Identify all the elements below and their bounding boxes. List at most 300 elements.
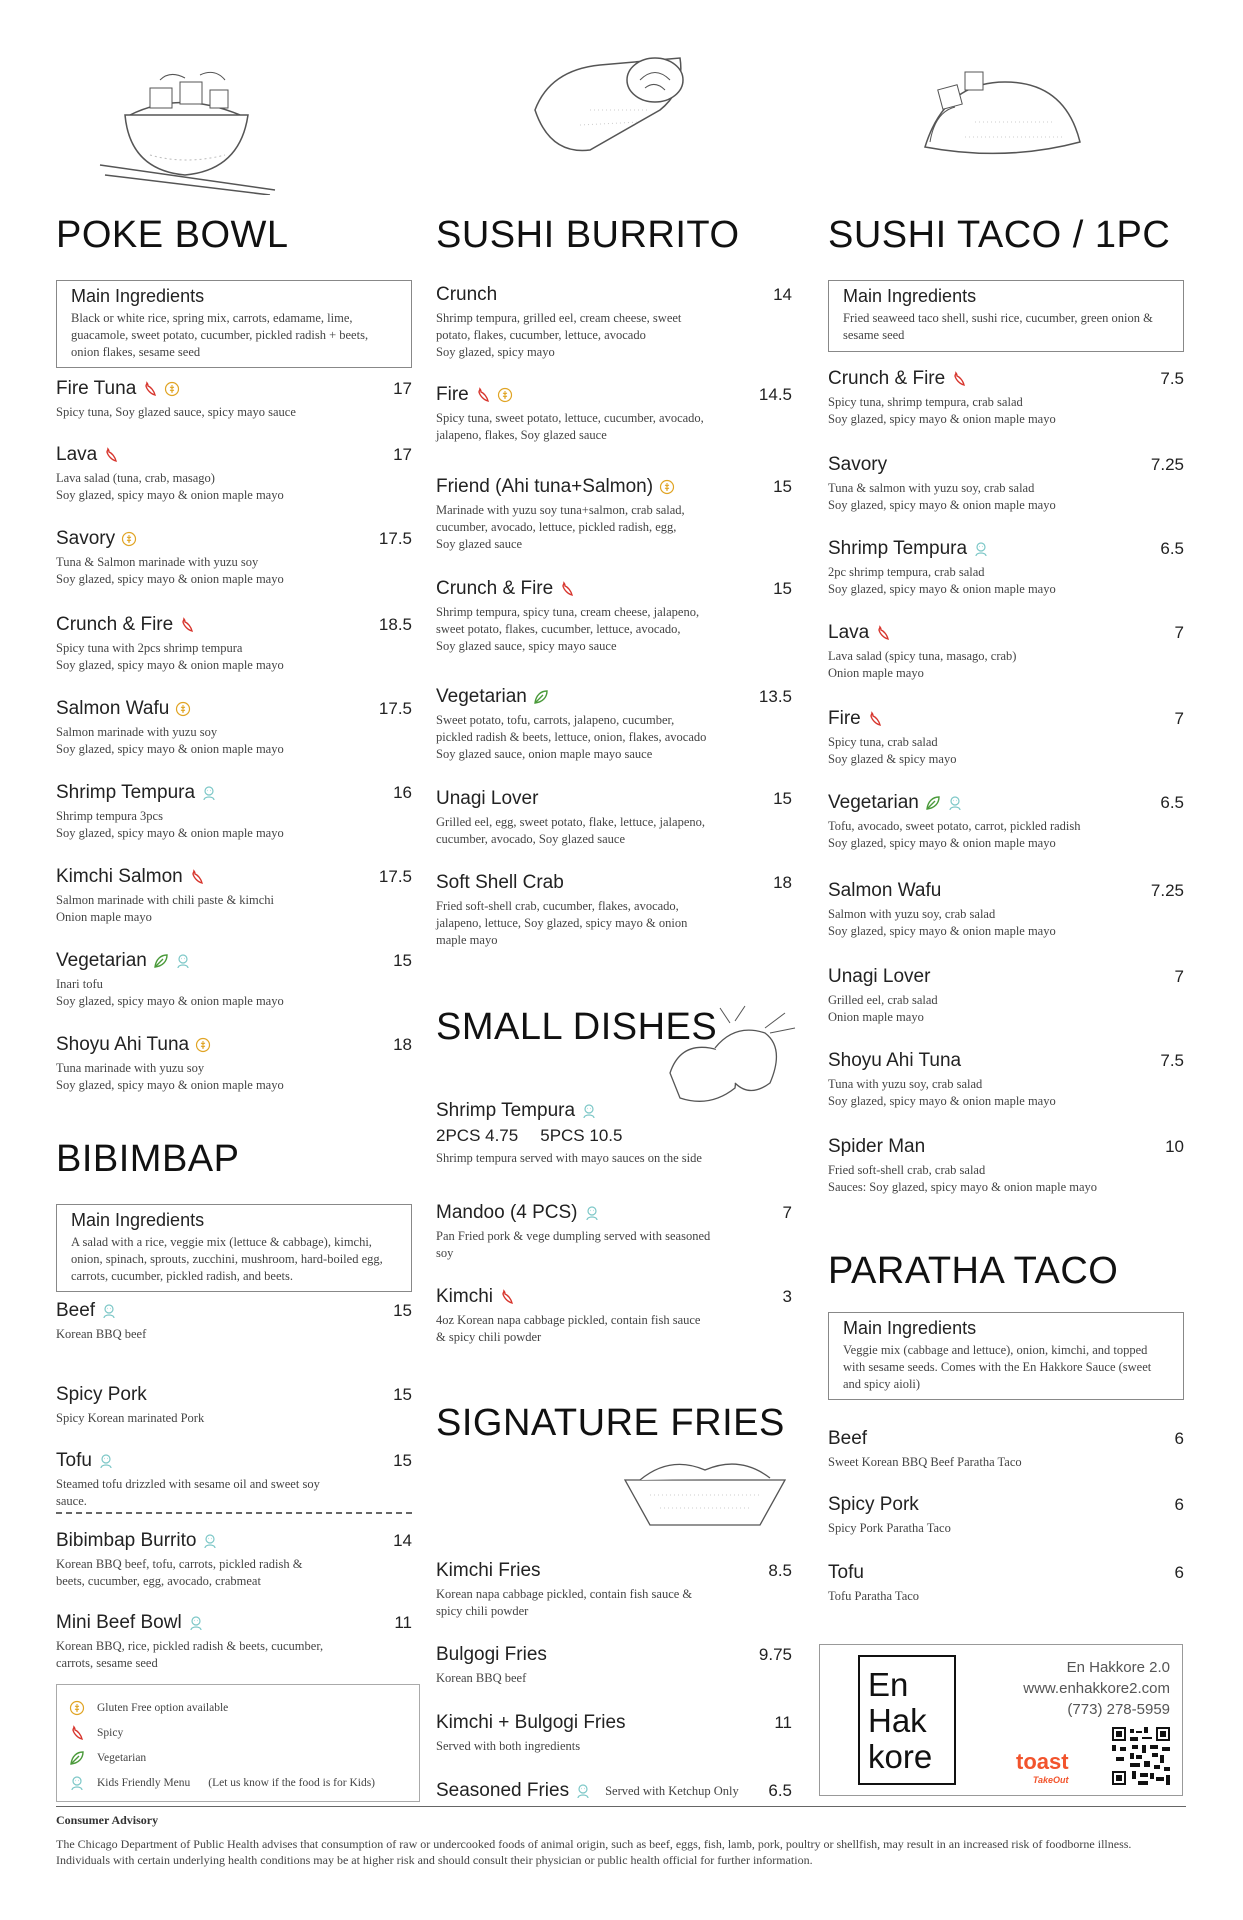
item-name: Savory (56, 528, 116, 549)
item-description: Salmon marinade with yuzu soy (56, 725, 218, 739)
menu-item (56, 528, 412, 588)
item-price: 6.5 (1160, 539, 1184, 558)
legend-spicy: Spicy (69, 1720, 407, 1745)
item-name-row (56, 444, 119, 466)
menu-item (56, 782, 412, 842)
item-price: 7 (1174, 967, 1184, 986)
item-description: & spicy chili powder (436, 1330, 542, 1344)
bibimbap-main-ingredients-box (56, 1204, 412, 1292)
item-description: Spicy tuna, shrimp tempura, crab salad (828, 395, 1023, 409)
item-description: jalapeno, lettuce, Soy glazed, spicy mayo & onion (436, 916, 688, 930)
leaf-icon (533, 689, 549, 705)
item-description: Fried soft-shell crab, cucumber, flakes, avocado, (436, 899, 679, 913)
item-price: 17 (393, 379, 412, 398)
item-description: Soy glazed sauce (436, 537, 523, 551)
menu-item (436, 384, 792, 444)
item-price: 17.5 (378, 699, 412, 718)
item-description: Salmon marinade with chili paste & kimchi (56, 893, 275, 907)
item-name-row (828, 1050, 961, 1072)
item-description: Soy glazed, spicy mayo & onion maple mayo (56, 658, 284, 672)
item-price: 7.25 (1150, 881, 1184, 900)
item-description: Korean BBQ beef (56, 1327, 147, 1341)
item-description: cucumber, avocado, Soy glazed sauce (436, 832, 626, 846)
gluten-free-icon (69, 1700, 85, 1716)
item-name: Vegetarian (436, 686, 527, 707)
portion-prices: 2PCS 4.75 5PCS 10.5 (436, 1126, 623, 1145)
item-description: Onion maple mayo (56, 910, 152, 924)
item-price: 7 (1174, 623, 1184, 642)
item-description: 2pc shrimp tempura, crab salad (828, 565, 985, 579)
item-name-row (56, 1612, 204, 1634)
item-name-row (56, 1034, 211, 1056)
item-name-row (828, 880, 941, 902)
menu-item (56, 866, 412, 926)
item-name-row (828, 792, 963, 814)
item-note: Served with Ketchup Only (605, 1783, 739, 1798)
box-text: Veggie mix (cabbage and lettuce), onion, kimchi, and topped with sesame seeds. Comes with the En Hakkore Sauce (sweet and spicy aioli) (843, 1343, 1152, 1391)
kids-face-icon (973, 541, 989, 557)
item-description: Soy glazed, spicy mayo (436, 345, 555, 359)
item-description: Spicy tuna with 2pcs shrimp tempura (56, 641, 243, 655)
icon-legend (56, 1684, 420, 1802)
leaf-icon (153, 953, 169, 969)
logo: En Hak kore (858, 1655, 956, 1785)
item-description: Sweet potato, tofu, carrots, jalapeno, cucumber, (436, 713, 675, 727)
item-name: Shoyu Ahi Tuna (56, 1034, 190, 1055)
item-price: 18.5 (378, 615, 412, 634)
item-name: Spicy Pork (56, 1384, 147, 1405)
item-name: Unagi Lover (436, 788, 539, 809)
item-description: Lava salad (spicy tuna, masago, crab) (828, 649, 1017, 663)
item-price: 6 (1174, 1563, 1184, 1582)
item-description: maple mayo (436, 933, 498, 947)
item-name: Kimchi (436, 1286, 494, 1307)
sushi-taco-illustration (915, 52, 1090, 182)
item-name-row (56, 1384, 147, 1406)
kids-face-icon (947, 795, 963, 811)
item-name: Bibimbap Burrito (56, 1530, 197, 1551)
item-name: Mandoo (4 PCS) (436, 1202, 578, 1223)
kids-face-icon (101, 1303, 117, 1319)
item-description: Fried soft-shell crab, crab salad (828, 1163, 986, 1177)
item-name: Unagi Lover (828, 966, 931, 987)
menu-item (436, 1560, 792, 1620)
item-name-row (56, 378, 180, 400)
item-description: Spicy tuna, Soy glazed sauce, spicy mayo sauce (56, 405, 296, 419)
item-name: Fire (436, 384, 469, 405)
item-price: 15 (393, 1451, 412, 1470)
item-description: Soy glazed sauce, onion maple mayo sauce (436, 747, 653, 761)
menu-item (436, 578, 792, 655)
item-price: 15 (773, 579, 792, 598)
item-description: Marinade with yuzu soy tuna+salmon, crab salad, (436, 503, 685, 517)
item-description: Tofu, avocado, sweet potato, carrot, pickled radish (828, 819, 1081, 833)
leaf-icon (69, 1750, 85, 1766)
item-name-row (56, 782, 217, 804)
item-price: 9.75 (758, 1645, 792, 1664)
item-name-row (828, 454, 887, 476)
item-price: 11 (394, 1613, 412, 1632)
bibimbap-title: BIBIMBAP (56, 1138, 240, 1180)
menu-item (828, 708, 1184, 768)
item-price: 13.5 (758, 687, 792, 706)
item-name-row (436, 1780, 739, 1802)
item-name: Kimchi + Bulgogi Fries (436, 1712, 626, 1733)
item-name: Savory (828, 454, 888, 475)
item-name: Kimchi Fries (436, 1560, 541, 1581)
item-description: Soy glazed, spicy mayo & onion maple mayo (828, 582, 1056, 596)
menu-item (436, 1286, 792, 1346)
item-description: Tuna & salmon with yuzu soy, crab salad (828, 481, 1035, 495)
item-name: Crunch & Fire (56, 614, 174, 635)
website-link[interactable]: www.enhakkore2.com (1023, 1680, 1170, 1697)
menu-item (828, 1428, 1184, 1471)
legend-veg: Vegetarian (69, 1745, 407, 1770)
item-price: 7 (1174, 709, 1184, 728)
chili-pepper-icon (475, 387, 491, 403)
item-name: Salmon Wafu (56, 698, 170, 719)
item-description: Inari tofu (56, 977, 103, 991)
menu-item (436, 788, 792, 848)
menu-item (436, 1644, 792, 1687)
menu-item (828, 622, 1184, 682)
item-description: Tofu Paratha Taco (828, 1589, 920, 1603)
box-text: Fried seaweed taco shell, sushi rice, cucumber, green onion & sesame seed (843, 311, 1153, 342)
item-description: carrots, sesame seed (56, 1656, 158, 1670)
kids-face-icon (581, 1103, 597, 1119)
box-heading: Main Ingredients (843, 286, 977, 306)
consumer-advisory (56, 1806, 1186, 1868)
item-name: Bulgogi Fries (436, 1644, 547, 1665)
item-price: 14.5 (758, 385, 792, 404)
menu-item (436, 872, 792, 949)
item-description: Korean BBQ beef, tofu, carrots, pickled radish & (56, 1557, 303, 1571)
item-name: Tofu (56, 1450, 92, 1471)
item-description: Shrimp tempura served with mayo sauces on the side (436, 1151, 702, 1165)
item-price: 15 (393, 1385, 412, 1404)
item-price: 17.5 (378, 529, 412, 548)
item-name-row (436, 284, 497, 306)
item-name: Crunch (436, 284, 498, 305)
item-name: Shrimp Tempura (828, 538, 968, 559)
signature-fries-title: SIGNATURE FRIES (436, 1402, 785, 1444)
kids-face-icon (202, 1533, 218, 1549)
item-name-row (828, 368, 967, 390)
menu-item (828, 1136, 1184, 1196)
chili-pepper-icon (142, 381, 158, 397)
box-heading: Main Ingredients (843, 1318, 977, 1338)
item-name-row (828, 622, 891, 644)
item-description: Soy glazed, spicy mayo & onion maple mayo (828, 924, 1056, 938)
item-description: Served with both ingredients (436, 1739, 581, 1753)
item-name-row (828, 1562, 864, 1584)
item-description: Sauces: Soy glazed, spicy mayo & onion maple mayo (828, 1180, 1098, 1194)
item-price: 18 (393, 1035, 412, 1054)
menu-item (828, 1494, 1184, 1537)
item-name-row (56, 1530, 218, 1552)
taco-main-ingredients-box (828, 280, 1184, 352)
menu-item (56, 1530, 412, 1590)
menu-item (436, 284, 792, 361)
menu-item (828, 966, 1184, 1026)
sushi-burrito-illustration (530, 50, 690, 160)
item-name: Kimchi Salmon (56, 866, 183, 887)
menu-item (436, 1100, 792, 1167)
gluten-free-icon (164, 381, 180, 397)
phone-number[interactable]: (773) 278-5959 (1067, 1701, 1170, 1718)
item-name: Beef (56, 1300, 96, 1321)
menu-item (436, 686, 792, 763)
poke-bowl-title: POKE BOWL (56, 214, 289, 256)
item-description: spicy chili powder (436, 1604, 529, 1618)
menu-item (828, 538, 1184, 598)
item-description: cucumber, avocado, lettuce, pickled radish, egg, (436, 520, 677, 534)
small-dishes-title: SMALL DISHES (436, 1006, 718, 1048)
menu-item (828, 792, 1184, 852)
item-price: 7.5 (1160, 1051, 1184, 1070)
item-name-row (828, 538, 989, 560)
item-name-row (436, 1202, 600, 1224)
item-price: 15 (393, 1301, 412, 1320)
item-name: Fire Tuna (56, 378, 137, 399)
fries-illustration (620, 1450, 790, 1535)
item-name-row (436, 1100, 597, 1122)
item-name: Mini Beef Bowl (56, 1612, 182, 1633)
item-name-row (436, 1560, 541, 1582)
item-name: Shrimp Tempura (56, 782, 196, 803)
menu-item (56, 378, 412, 421)
item-price: 14 (393, 1531, 412, 1550)
item-description: Soy glazed, spicy mayo & onion maple mayo (828, 1094, 1056, 1108)
menu-item (436, 1202, 792, 1262)
toast-logo: toast TakeOut (1016, 1749, 1069, 1785)
menu-item (436, 1780, 792, 1802)
menu-item (56, 1300, 412, 1343)
item-description: Tuna marinade with yuzu soy (56, 1061, 205, 1075)
item-description: Korean BBQ beef (436, 1671, 527, 1685)
poke-main-ingredients-box (56, 280, 412, 368)
restaurant-name: En Hakkore 2.0 (1066, 1659, 1170, 1676)
sushi-taco-title: SUSHI TACO / 1PC (828, 214, 1171, 256)
item-description: Soy glazed, spicy mayo & onion maple mayo (56, 572, 284, 586)
item-name: Tofu (828, 1562, 864, 1583)
chili-pepper-icon (69, 1725, 85, 1741)
kids-face-icon (175, 953, 191, 969)
item-price: 18 (773, 873, 792, 892)
item-name-row (828, 1136, 925, 1158)
item-price: 10 (1165, 1137, 1184, 1156)
item-description: Soy glazed, spicy mayo & onion maple mayo (56, 742, 284, 756)
item-description: Spicy Pork Paratha Taco (828, 1521, 951, 1535)
menu-item (56, 1384, 412, 1427)
item-description: Pan Fried pork & vege dumpling served with seasoned (436, 1229, 711, 1243)
item-name-row (56, 950, 191, 972)
item-price: 17 (393, 445, 412, 464)
kids-face-icon (98, 1453, 114, 1469)
menu-item (828, 454, 1184, 514)
item-name-row (436, 872, 564, 894)
gluten-free-icon (175, 701, 191, 717)
box-text: A salad with a rice, veggie mix (lettuce & cabbage), kimchi, onion, spinach, sprouts, zucchini, mushroom, hard-boiled egg, carrots, cucumber, pickled radish, and beets. (71, 1235, 383, 1283)
item-name-row (828, 966, 930, 988)
item-price: 6.5 (768, 1781, 792, 1800)
advisory-heading: Consumer Advisory (56, 1813, 159, 1827)
item-description: Spicy tuna, sweet potato, lettuce, cucumber, avocado, (436, 411, 704, 425)
menu-item (56, 1034, 412, 1094)
item-description: Onion maple mayo (828, 666, 924, 680)
item-description: Soy glazed, spicy mayo & onion maple mayo (56, 1078, 284, 1092)
item-price: 11 (774, 1713, 792, 1732)
item-description: Soy glazed sauce, spicy mayo sauce (436, 639, 617, 653)
item-price: 17.5 (378, 867, 412, 886)
item-price: 6 (1174, 1429, 1184, 1448)
item-price: 16 (393, 783, 412, 802)
item-description: Spicy Korean marinated Pork (56, 1411, 205, 1425)
item-description: sweet potato, flakes, cucumber, lettuce, avocado, (436, 622, 681, 636)
chili-pepper-icon (559, 581, 575, 597)
item-name-row (56, 1300, 117, 1322)
item-name-row (828, 1494, 919, 1516)
item-price: 15 (393, 951, 412, 970)
item-name: Crunch & Fire (828, 368, 946, 389)
sushi-burrito-title: SUSHI BURRITO (436, 214, 740, 256)
menu-item (436, 476, 792, 553)
divider (56, 1512, 412, 1514)
item-name: Lava (56, 444, 98, 465)
box-heading: Main Ingredients (71, 1210, 205, 1230)
item-name-row (436, 1712, 626, 1734)
item-description: Tuna with yuzu soy, crab salad (828, 1077, 983, 1091)
item-name: Soft Shell Crab (436, 872, 564, 893)
item-description: Soy glazed, spicy mayo & onion maple mayo (828, 836, 1056, 850)
item-name-row (436, 384, 513, 406)
item-description: Soy glazed, spicy mayo & onion maple mayo (56, 488, 284, 502)
kids-face-icon (584, 1205, 600, 1221)
item-price: 6 (1174, 1495, 1184, 1514)
item-description: Korean BBQ, rice, pickled radish & beets, cucumber, (56, 1639, 324, 1653)
paratha-taco-title: PARATHA TACO (828, 1250, 1119, 1292)
menu-item (828, 368, 1184, 428)
menu-item (56, 1612, 412, 1672)
item-description: Shrimp tempura 3pcs (56, 809, 163, 823)
item-description: Shrimp tempura, grilled eel, cream cheese, sweet (436, 311, 682, 325)
item-name: Shoyu Ahi Tuna (828, 1050, 962, 1071)
poke-bowl-illustration (90, 60, 280, 195)
gluten-free-icon (121, 531, 137, 547)
chili-pepper-icon (103, 447, 119, 463)
item-name: Fire (828, 708, 861, 729)
item-name: Friend (Ahi tuna+Salmon) (436, 476, 654, 497)
menu-item (56, 950, 412, 1010)
item-price: 15 (773, 789, 792, 808)
chili-pepper-icon (867, 711, 883, 727)
brand-box (819, 1644, 1183, 1796)
item-name-row (436, 686, 549, 708)
advisory-text: The Chicago Department of Public Health advises that consumption of raw or undercooked foods of animal origin, such as beef, eggs, fish, lamb, pork, poultry or shellfish, may result in an increased risk of foodborne illness. Individuals with certain underlying health conditions may be at higher risk and should consult their physician or public health official for further information. (56, 1837, 1132, 1867)
chili-pepper-icon (499, 1289, 515, 1305)
item-price: 6.5 (1160, 793, 1184, 812)
chili-pepper-icon (951, 371, 967, 387)
menu-item (56, 1450, 412, 1510)
gluten-free-icon (659, 479, 675, 495)
item-price: 3 (782, 1287, 792, 1306)
item-name: Lava (828, 622, 870, 643)
kids-face-icon (575, 1783, 591, 1799)
item-price: 7.25 (1150, 455, 1184, 474)
item-description: 4oz Korean napa cabbage pickled, contain fish sauce (436, 1313, 701, 1327)
legend-kids: Kids Friendly Menu (Let us know if the food is for Kids) (69, 1770, 407, 1795)
chili-pepper-icon (875, 625, 891, 641)
item-description: Spicy tuna, crab salad (828, 735, 938, 749)
item-name: Salmon Wafu (828, 880, 942, 901)
item-name-row (56, 1450, 114, 1472)
item-name-row (436, 578, 575, 600)
item-name-row (56, 528, 137, 550)
menu-item (828, 1562, 1184, 1605)
item-price: 14 (773, 285, 792, 304)
menu-item (56, 614, 412, 674)
item-description: Sweet Korean BBQ Beef Paratha Taco (828, 1455, 1022, 1469)
item-name: Seasoned Fries (436, 1780, 570, 1801)
gluten-free-icon (497, 387, 513, 403)
item-name: Vegetarian (828, 792, 919, 813)
item-description: Grilled eel, egg, sweet potato, flake, lettuce, jalapeno, (436, 815, 705, 829)
box-text: Black or white rice, spring mix, carrots, edamame, lime, guacamole, sweet potato, cucumber, pickled radish + beets, onion flakes, sesame seed (71, 311, 369, 359)
item-description: pickled radish & beets, lettuce, onion, flakes, avocado (436, 730, 707, 744)
item-description: Shrimp tempura, spicy tuna, cream cheese, jalapeno, (436, 605, 700, 619)
qr-code-icon[interactable] (1112, 1727, 1170, 1785)
item-name: Crunch & Fire (436, 578, 554, 599)
item-price: 7 (782, 1203, 792, 1222)
item-name-row (56, 698, 191, 720)
item-name: Spicy Pork (828, 1494, 919, 1515)
leaf-icon (925, 795, 941, 811)
box-heading: Main Ingredients (71, 286, 205, 306)
menu-item (828, 1050, 1184, 1110)
item-name-row (56, 866, 205, 888)
item-description: beets, cucumber, egg, avocado, crabmeat (56, 1574, 261, 1588)
item-name-row (828, 1428, 867, 1450)
gluten-free-icon (195, 1037, 211, 1053)
chili-pepper-icon (179, 617, 195, 633)
item-description: Tuna & Salmon marinade with yuzu soy (56, 555, 259, 569)
item-name-row (436, 1644, 547, 1666)
item-description: Lava salad (tuna, crab, masago) (56, 471, 215, 485)
item-name-row (436, 1286, 515, 1308)
kids-face-icon (69, 1775, 85, 1791)
item-description: Korean napa cabbage pickled, contain fish sauce & (436, 1587, 693, 1601)
item-description: Soy glazed, spicy mayo & onion maple mayo (56, 994, 284, 1008)
item-description: sauce. (56, 1494, 87, 1508)
item-description: jalapeno, flakes, Soy glazed sauce (436, 428, 607, 442)
legend-gluten: Gluten Free option available (69, 1695, 407, 1720)
item-name: Shrimp Tempura (436, 1100, 576, 1121)
item-description: Soy glazed, spicy mayo & onion maple mayo (828, 498, 1056, 512)
item-price: 7.5 (1160, 369, 1184, 388)
kids-face-icon (188, 1615, 204, 1631)
item-description: Salmon with yuzu soy, crab salad (828, 907, 996, 921)
item-name: Vegetarian (56, 950, 147, 971)
item-name-row (436, 788, 538, 810)
item-description: Soy glazed & spicy mayo (828, 752, 957, 766)
item-name-row (828, 708, 883, 730)
item-description: Soy glazed, spicy mayo & onion maple mayo (56, 826, 284, 840)
chili-pepper-icon (189, 869, 205, 885)
menu-item (436, 1712, 792, 1755)
item-description: Soy glazed, spicy mayo & onion maple mayo (828, 412, 1056, 426)
item-price: 15 (773, 477, 792, 496)
item-price: 8.5 (768, 1561, 792, 1580)
